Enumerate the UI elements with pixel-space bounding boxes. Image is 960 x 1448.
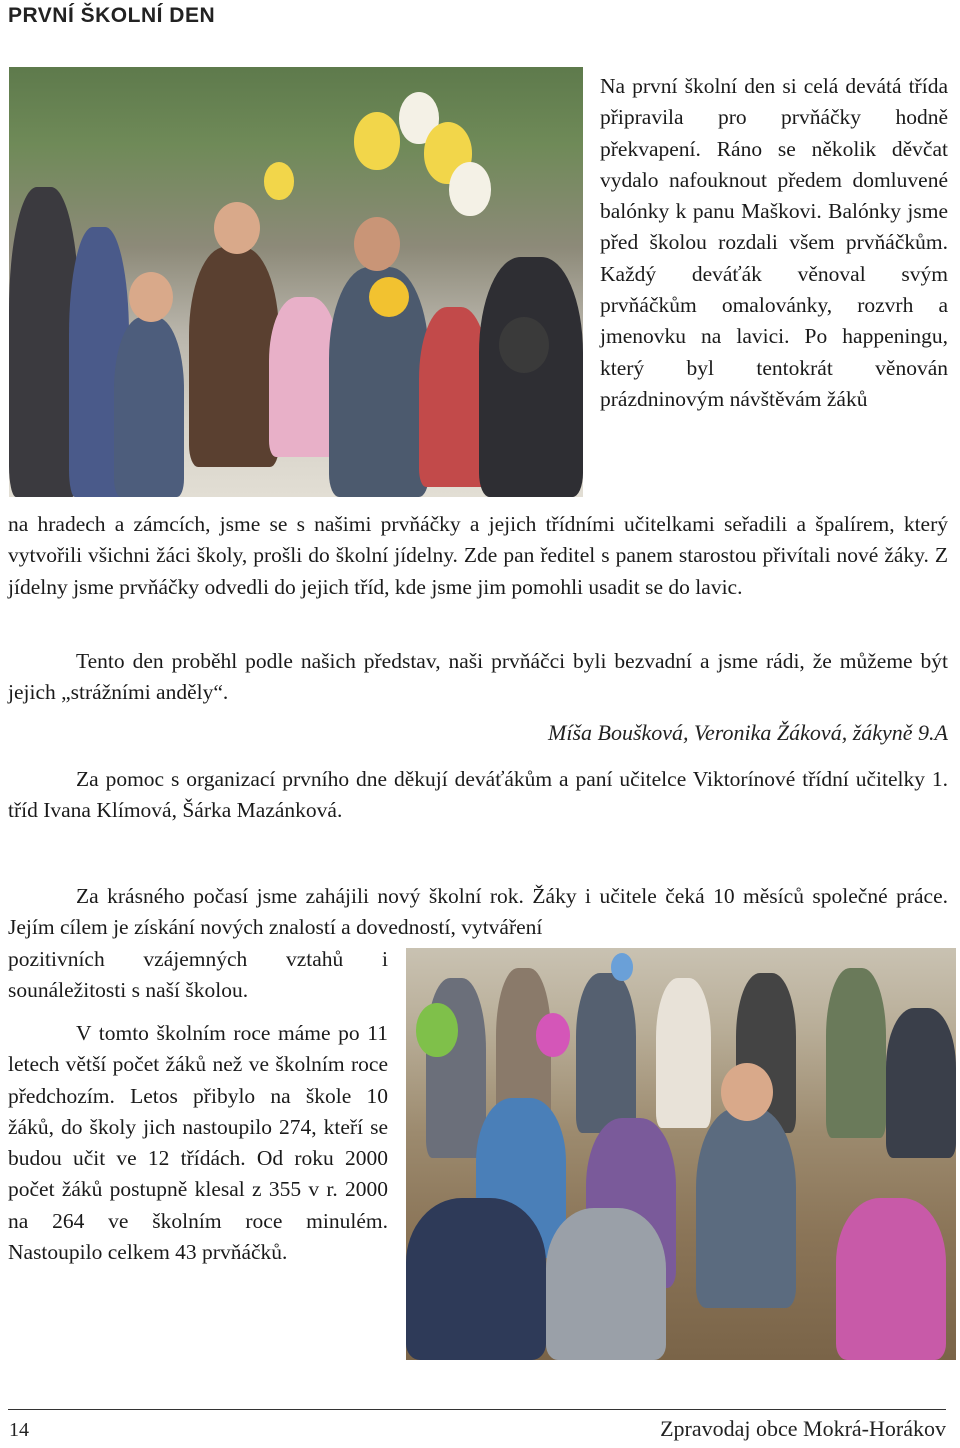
balloon-icon	[264, 162, 294, 200]
page-number: 14	[9, 1419, 29, 1441]
footer-divider	[8, 1409, 946, 1410]
balloon-icon	[449, 162, 491, 216]
article1-continued-text: na hradech a zámcích, jsme se s našimi prvňáčky a jejich třídními učitelkami seřadili a špalírem, který vytvořili všichni žáci školy, prošli do školní jídelny. Zde pan ředitel s panem starostou přivítali nové žáky. Z jídelny jsme prvňáčky odvedli do jejich tříd, kde jsme jim pomohli usadit se do lavic.	[8, 512, 948, 599]
balloon-icon	[611, 953, 633, 981]
sun-decoration-icon	[369, 277, 409, 317]
balloon-icon	[416, 1003, 458, 1057]
first-day-procession-photo	[9, 67, 583, 497]
page-title: PRVNÍ ŠKOLNÍ DEN	[8, 4, 216, 27]
article1-closing-text: Tento den proběhl podle našich představ, naši prvňáčci byli bezvadní a jsme rádi, že můžeme být jejich „strážními anděly“.	[8, 649, 948, 705]
publication-name: Zpravodaj obce Mokrá-Horákov	[660, 1416, 946, 1441]
article2-wrap-text: pozitivních vzájemných vztahů i sounáležitosti s naší školou.	[8, 947, 388, 1003]
balloon-icon	[536, 1013, 570, 1057]
balloon-icon	[354, 112, 400, 170]
article1-thanks-text: Za pomoc s organizací prvního dne děkují deváťákům a paní učitelce Viktorínové třídní učitelky 1. tříd Ivana Klímová, Šárka Mazánková.	[8, 767, 948, 823]
article2-stats-text: V tomto školním roce máme po 11 letech větší počet žáků než ve školním roce předchozím. Letos přibylo na škole 10 žáků, do školy jich nastoupilo 274, kteří se budou učit ve 12 třídách. Od roku 2000 počet žáků postupně klesal z 355 v r. 2000 na 264 ve školním roce minulém. Nastoupilo celkem 43 prvňáčků.	[8, 1021, 388, 1265]
article1-signature: Míša Boušková, Veronika Žáková, žákyně 9.A	[548, 720, 948, 745]
article2-intro-text: Za krásného počasí jsme zahájili nový školní rok. Žáky i učitele čeká 10 měsíců společné práce. Jejím cílem je získání nových znalostí a dovedností, vytváření	[8, 884, 948, 940]
school-hall-photo	[406, 948, 956, 1360]
article1-column-text: Na první školní den si celá devátá třída připravila pro prvňáčky hodně překvapení. Ráno se několik děvčat vydalo nafouknout předem domluvené balónky k panu Maškovi. Balónky jsme před školou rozdali všem prvňáčkům. Každý deváťák věnoval svým prvňáčkům omalovánky, rozvrh a jmenovku na lavici. Po happeningu, který byl tentokrát věnován prázdninovým návštěvám žáků	[600, 74, 948, 411]
